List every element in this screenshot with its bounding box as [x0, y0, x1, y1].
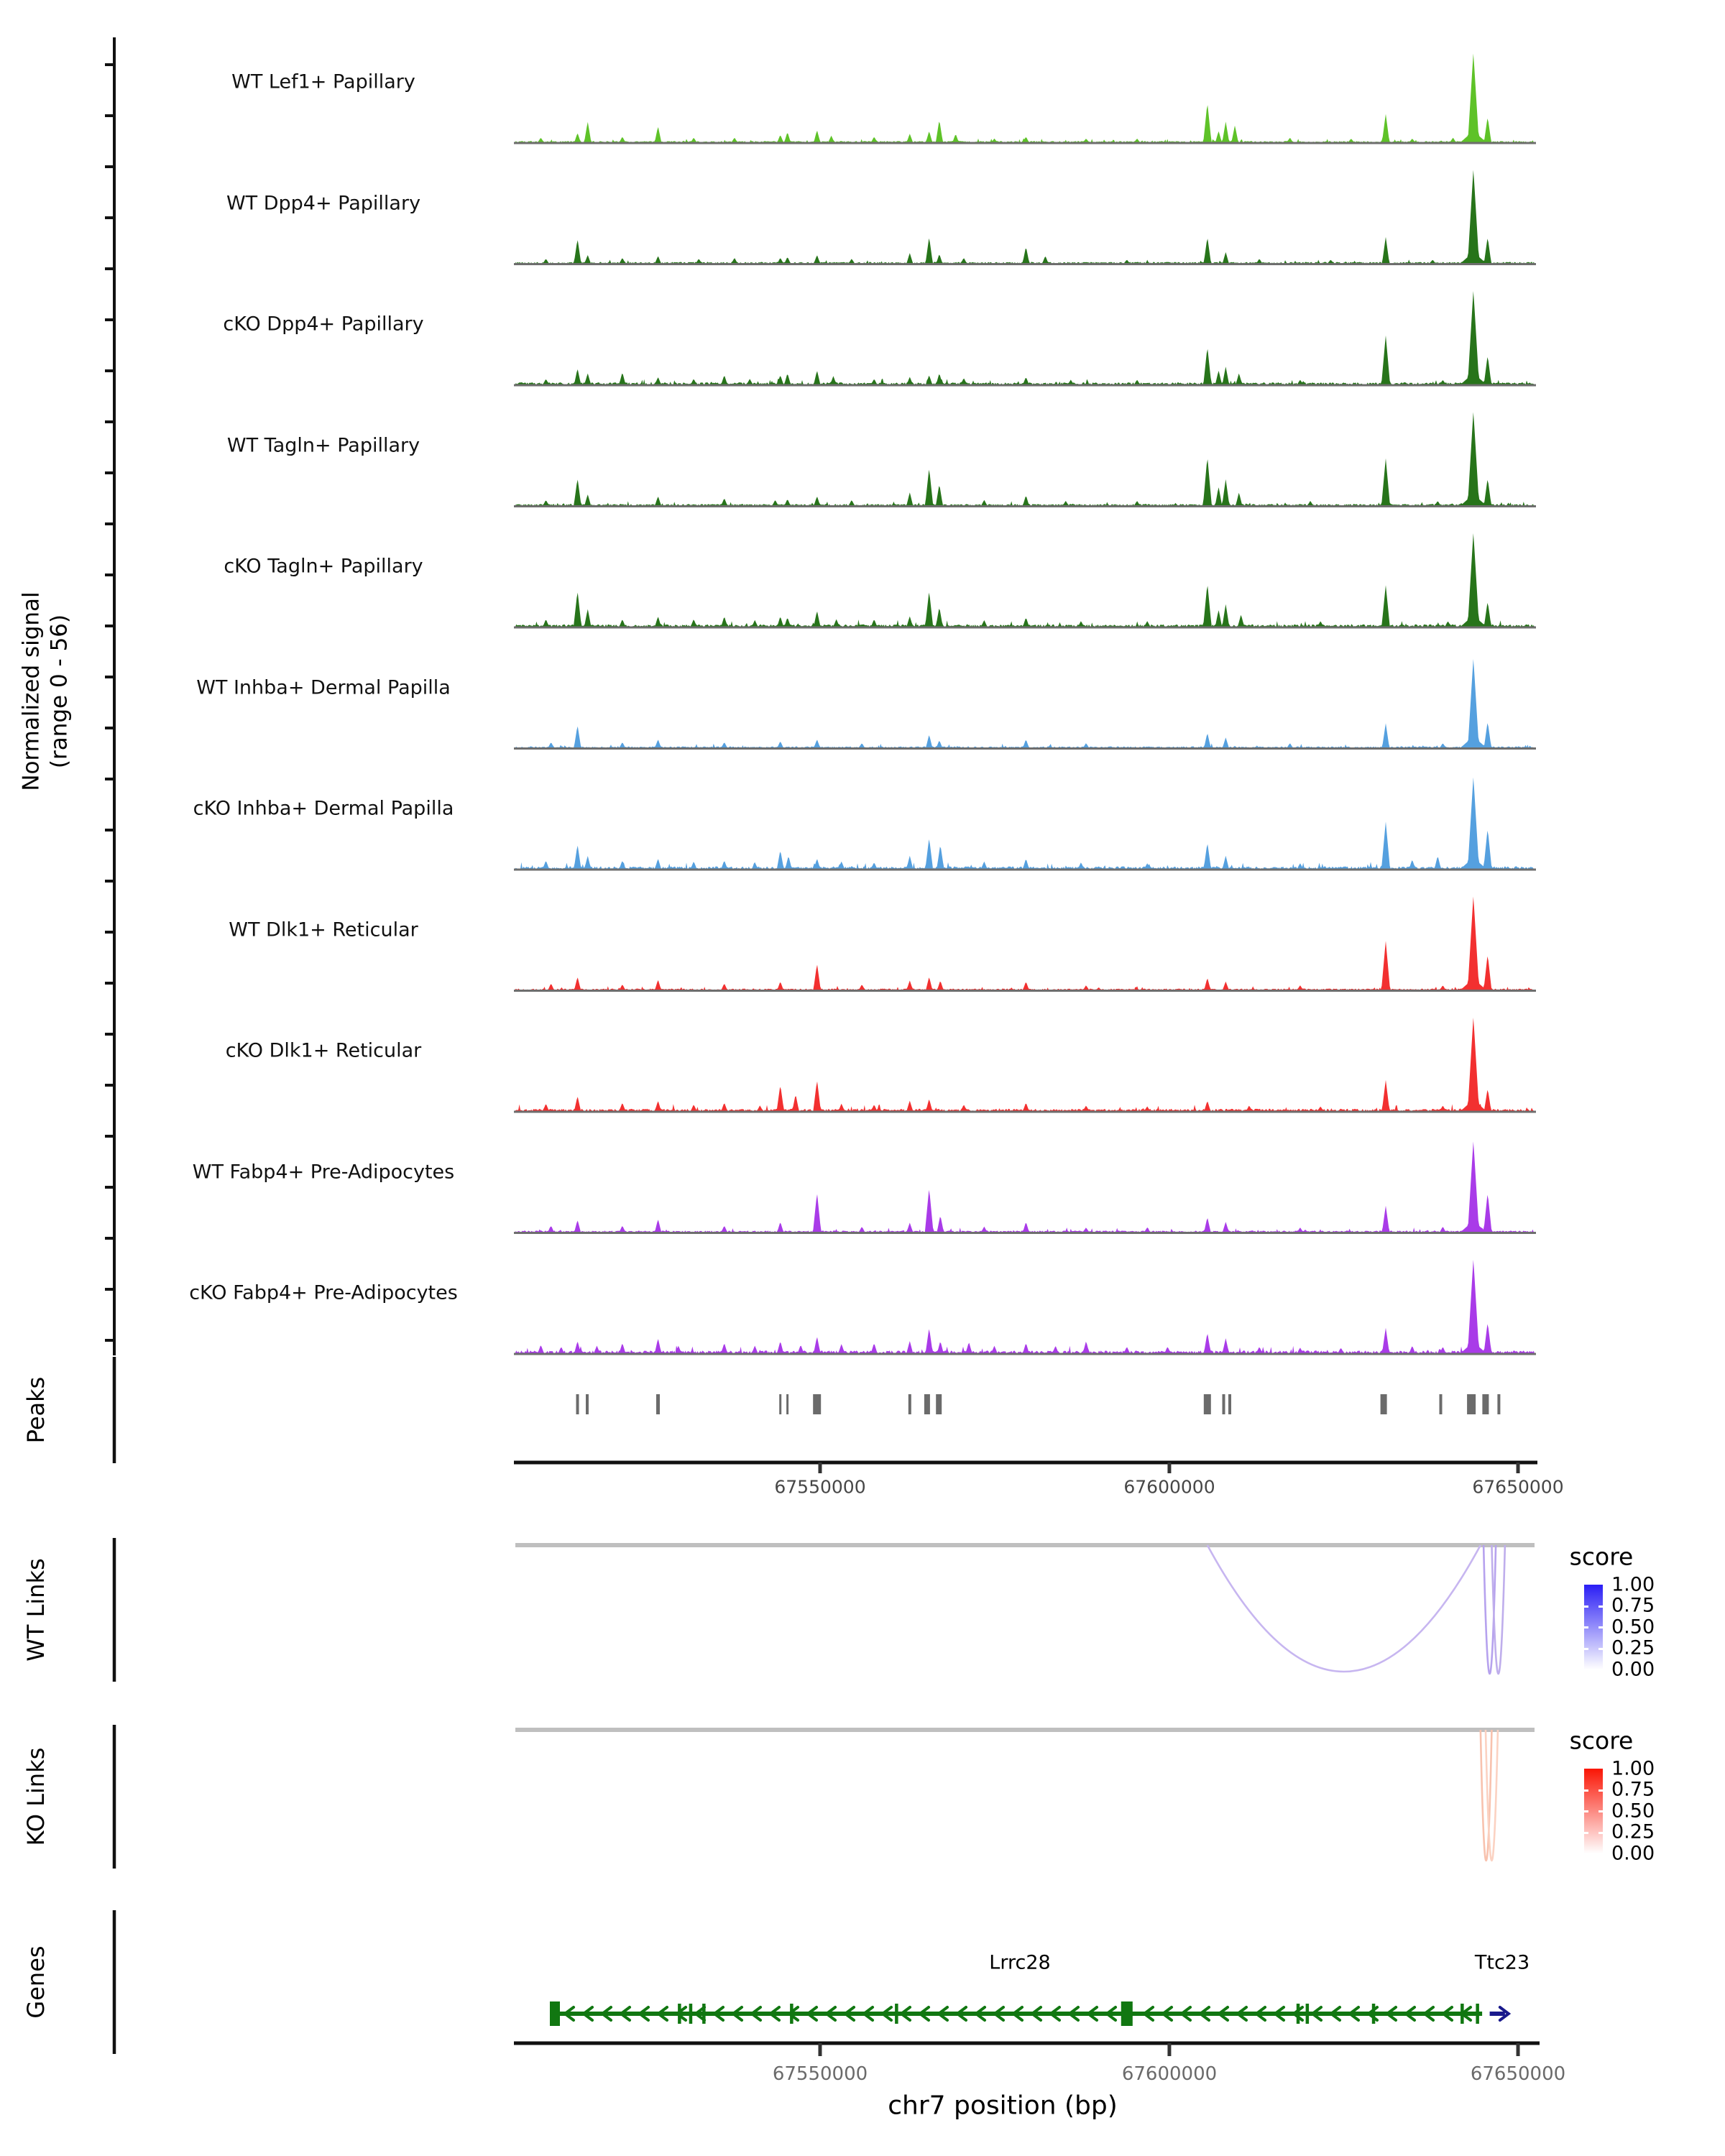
peak-interval	[656, 1394, 660, 1414]
ko-score-label-100: 1.00	[1611, 1757, 1655, 1780]
gene-exon-tick	[689, 2004, 693, 2024]
wt-score-label-075: 0.75	[1611, 1594, 1655, 1617]
signal-track-area	[515, 413, 1535, 506]
signal-track-area	[515, 54, 1535, 143]
ko-score-label-050: 0.50	[1611, 1800, 1655, 1823]
gene-exon-box	[550, 2001, 560, 2026]
x-tick-67600000: 67600000	[1123, 1476, 1215, 1498]
x-tick-bottom-67550000: 67550000	[772, 2063, 868, 2085]
colorbar-tick	[1584, 1626, 1588, 1628]
ko-score-colorbar	[1584, 1769, 1603, 1853]
colorbar-tick	[1598, 1789, 1603, 1792]
section-label-genes: Genes	[22, 1945, 50, 2019]
peak-interval	[813, 1394, 821, 1414]
gene-exon-tick	[1476, 2004, 1479, 2024]
peak-interval	[924, 1394, 930, 1414]
gene-label-ttc23: Ttc23	[1474, 1951, 1530, 1974]
x-tick-67550000: 67550000	[774, 1476, 866, 1498]
gene-exon-tick	[1460, 2004, 1464, 2024]
signal-track-area	[515, 659, 1535, 748]
ko-score-label-025: 0.25	[1611, 1820, 1655, 1843]
gene-label-lrrc28: Lrrc28	[989, 1951, 1051, 1974]
signal-track-area	[515, 1141, 1535, 1232]
gene-exon-tick	[702, 2004, 706, 2024]
track-label: WT Fabp4+ Pre-Adipocytes	[192, 1161, 455, 1183]
peak-interval	[786, 1394, 788, 1414]
colorbar-tick	[1598, 1810, 1603, 1812]
peak-interval	[936, 1394, 942, 1414]
gene-exon-tick	[790, 2004, 794, 2024]
track-label: cKO Dlk1+ Reticular	[225, 1039, 422, 1062]
track-label: cKO Dpp4+ Papillary	[223, 313, 424, 336]
track-label: WT Tagln+ Papillary	[226, 434, 420, 456]
peak-interval	[1482, 1394, 1489, 1414]
ko-score-label-000: 0.00	[1611, 1842, 1655, 1865]
wt-score-legend-title: score	[1569, 1542, 1634, 1571]
wt-score-colorbar	[1584, 1585, 1603, 1669]
track-label: WT Dlk1+ Reticular	[229, 918, 418, 941]
signal-track-area	[515, 778, 1535, 869]
peak-interval	[576, 1394, 579, 1414]
signal-track-area	[515, 1260, 1535, 1353]
ko-score-legend-title: score	[1569, 1726, 1634, 1755]
colorbar-tick	[1598, 1648, 1603, 1650]
track-label: cKO Tagln+ Papillary	[224, 555, 423, 578]
colorbar-tick	[1598, 1832, 1603, 1834]
peak-interval	[1223, 1394, 1225, 1414]
section-label-ko-links: KO Links	[22, 1747, 50, 1846]
peak-interval	[1467, 1394, 1476, 1414]
signal-track-area	[515, 170, 1535, 264]
peak-interval	[779, 1394, 781, 1414]
colorbar-tick	[1584, 1606, 1588, 1608]
colorbar-tick	[1584, 1832, 1588, 1834]
y-axis-label	[17, 591, 73, 791]
peak-interval	[908, 1394, 911, 1414]
signal-track-area	[515, 533, 1535, 627]
peak-interval	[586, 1394, 589, 1414]
x-axis-title: chr7 position (bp)	[888, 2091, 1118, 2121]
signal-track-area	[515, 291, 1535, 384]
track-label: WT Lef1+ Papillary	[231, 70, 415, 93]
colorbar-tick	[1584, 1648, 1588, 1650]
gene-exon-box	[1121, 2001, 1133, 2026]
wt-links-arc	[1208, 1545, 1481, 1672]
gene-exon-tick	[895, 2004, 898, 2024]
wt-links-arc	[1491, 1545, 1504, 1674]
peak-interval	[1204, 1394, 1211, 1414]
colorbar-tick	[1598, 1626, 1603, 1628]
track-label: WT Dpp4+ Papillary	[226, 192, 421, 214]
peak-interval	[1497, 1394, 1500, 1414]
wt-score-label-050: 0.50	[1611, 1616, 1655, 1639]
track-label: WT Inhba+ Dermal Papilla	[196, 676, 451, 699]
peak-interval	[1381, 1394, 1387, 1414]
gene-exon-tick	[678, 2004, 681, 2024]
colorbar-tick	[1584, 1789, 1588, 1792]
signal-track-area	[515, 1018, 1535, 1111]
wt-score-label-000: 0.00	[1611, 1658, 1655, 1681]
colorbar-tick	[1598, 1606, 1603, 1608]
section-label-wt-links: WT Links	[22, 1558, 50, 1662]
signal-track-area	[515, 897, 1535, 990]
gene-exon-tick	[1372, 2004, 1376, 2024]
peak-interval	[1228, 1394, 1231, 1414]
y-axis-label-line2: (range 0 - 56)	[46, 614, 72, 769]
y-axis-label-line1: Normalized signal	[18, 591, 45, 791]
colorbar-tick	[1584, 1810, 1588, 1812]
gene-exon-tick	[1297, 2004, 1300, 2024]
ko-score-label-075: 0.75	[1611, 1778, 1655, 1801]
x-tick-bottom-67650000: 67650000	[1470, 2063, 1566, 2085]
wt-score-label-025: 0.25	[1611, 1636, 1655, 1659]
x-tick-bottom-67600000: 67600000	[1121, 2063, 1218, 2085]
x-tick-67650000: 67650000	[1472, 1476, 1564, 1498]
wt-score-label-100: 1.00	[1611, 1573, 1655, 1596]
track-label: cKO Fabp4+ Pre-Adipocytes	[189, 1281, 458, 1304]
peak-interval	[1440, 1394, 1443, 1414]
gene-exon-tick	[1306, 2004, 1310, 2024]
section-label-peaks: Peaks	[22, 1376, 50, 1444]
track-label: cKO Inhba+ Dermal Papilla	[193, 797, 454, 820]
